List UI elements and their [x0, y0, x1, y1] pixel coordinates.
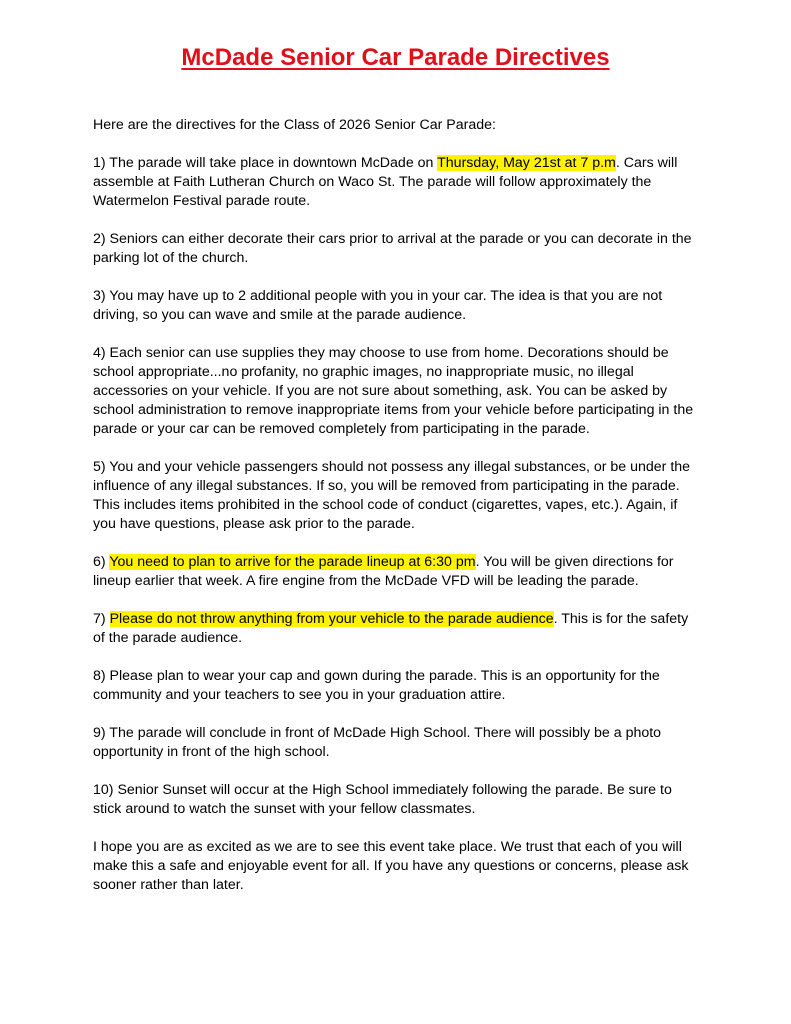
directive-text: 10) Senior Sunset will occur at the High School immediately following the parade. Be sure to stick around to watch the sunset with your fellow classmates.: [93, 782, 672, 817]
directive-text: 2) Seniors can either decorate their cars prior to arrival at the parade or you can decorate in the parking lot of the church.: [93, 231, 692, 266]
directive-text: 8) Please plan to wear your cap and gown during the parade. This is an opportunity for the community and your teachers to see you in your graduation attire.: [93, 668, 660, 703]
directive-text: 3) You may have up to 2 additional people with you in your car. The idea is that you are not driving, so you can wave and smile at the parade audience.: [93, 288, 663, 323]
directive-item-3: [93, 287, 703, 325]
directive-text: . You will be given directions for lineup earlier that week. A fire engine from the McDade VFD will be leading the parade.: [93, 554, 674, 589]
highlighted-text: You need to plan to arrive for the parade lineup at 6:30 pm: [109, 554, 476, 570]
directive-item-10: [93, 781, 703, 819]
directive-item-1: [93, 154, 703, 211]
directive-item-2: [93, 230, 703, 268]
directive-item-4: [93, 344, 703, 439]
highlighted-text: Please do not throw anything from your vehicle to the parade audience: [109, 611, 554, 627]
intro-paragraph: Here are the directives for the Class of 2026 Senior Car Parade:: [93, 117, 496, 133]
directive-text: . Cars will assemble at Faith Lutheran Church on Waco St. The parade will follow approximately the Watermelon Festival parade route.: [93, 155, 678, 209]
directive-text: 9) The parade will conclude in front of McDade High School. There will possibly be a photo opportunity in front of the high school.: [93, 725, 662, 760]
directive-text: . This is for the safety of the parade audience.: [93, 611, 689, 646]
directive-text: 1) The parade will take place in downtown McDade on: [93, 155, 438, 171]
directive-item-8: [93, 667, 703, 705]
closing-paragraph: I hope you are as excited as we are to see this event take place. We trust that each of you will make this a safe and enjoyable event for all. If you have any questions or concerns, please ask sooner rather than later.: [93, 839, 689, 893]
document-body: [93, 116, 703, 914]
directive-item-9: [93, 724, 703, 762]
directive-item-7: [93, 610, 703, 648]
directive-text: 5) You and your vehicle passengers should not possess any illegal substances, or be under the influence of any illegal substances. If so, you will be removed from participating in the parade. This includes items prohibited in the school code of conduct (cigarettes, vapes, etc.). Again, if you have questions, please ask prior to the parade.: [93, 459, 691, 532]
directive-text: 6): [93, 554, 110, 570]
directive-item-5: [93, 458, 703, 534]
highlighted-text: Thursday, May 21st at 7 p.m: [437, 155, 616, 171]
document-title: McDade Senior Car Parade Directives: [181, 44, 610, 71]
directive-text: 4) Each senior can use supplies they may choose to use from home. Decorations should be school appropriate...no profanity, no graphic images, no inappropriate music, no illegal accessories on your vehicle. If you are not sure about something, ask. You can be asked by school administration to remove inappropriate items from your vehicle before participating in the parade or your car can be removed completely from participating in the parade.: [93, 345, 694, 437]
directive-item-6: [93, 553, 703, 591]
directive-text: 7): [93, 611, 110, 627]
